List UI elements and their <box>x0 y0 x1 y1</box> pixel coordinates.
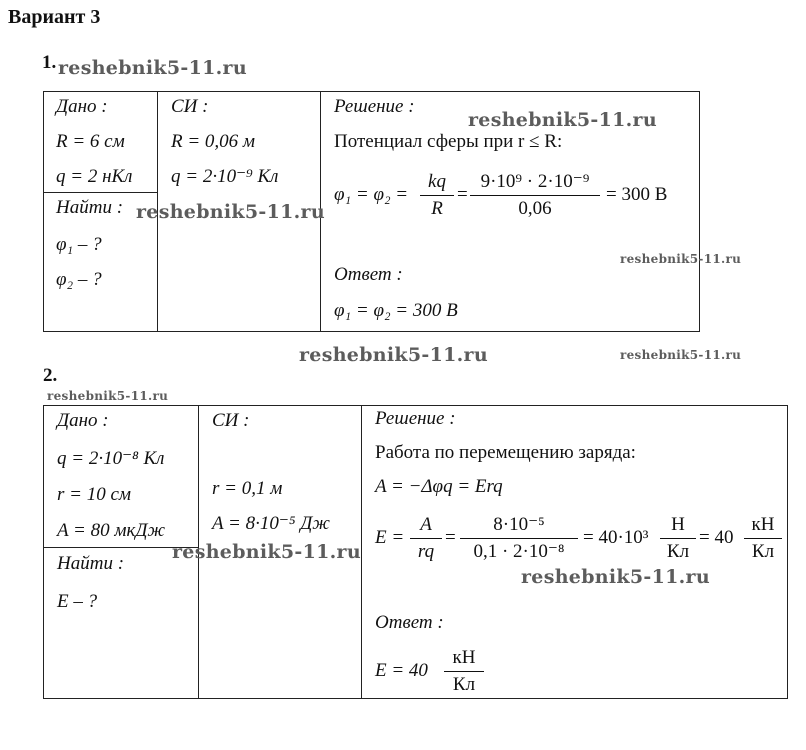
fraction <box>410 514 442 563</box>
watermark: reshebnik5-11.ru <box>468 109 657 131</box>
answer-value: φ₁ = φ₂ = 300 В <box>334 300 458 321</box>
fraction <box>420 171 454 220</box>
table-divider <box>361 405 362 699</box>
solution-intro: Потенциал сферы при r ≤ R: <box>334 131 563 152</box>
watermark: reshebnik5-11.ru <box>172 541 361 563</box>
unit-numerator: кН <box>444 647 484 672</box>
given-label: Дано : <box>57 410 109 431</box>
unit-denominator: Кл <box>452 674 476 695</box>
fraction-numerator: A <box>410 514 442 539</box>
watermark: reshebnik5-11.ru <box>58 57 247 79</box>
answer-label: Ответ : <box>375 612 444 633</box>
watermark: reshebnik5-11.ru <box>136 201 325 223</box>
watermark: reshebnik5-11.ru <box>521 566 710 588</box>
fraction-denominator: 0,1 · 2·10⁻⁸ <box>473 541 565 562</box>
fraction <box>460 514 578 563</box>
watermark: reshebnik5-11.ru <box>47 389 169 403</box>
given-label: Дано : <box>56 96 108 117</box>
fraction-numerator: 9·10⁹ · 2·10⁻⁹ <box>470 171 600 196</box>
unit-numerator: кН <box>744 514 782 539</box>
formula-lhs: φ₁ = φ₂ = <box>334 184 409 205</box>
answer-label: Ответ : <box>334 264 403 285</box>
equals-sign: = <box>445 527 456 548</box>
fraction-denominator: 0,06 <box>518 198 552 219</box>
fraction-numerator: 8·10⁻⁵ <box>460 514 578 539</box>
page-title: Вариант 3 <box>8 6 101 28</box>
problem-1-number: 1. <box>42 52 57 73</box>
fraction-denominator: rq <box>417 541 435 562</box>
fraction-numerator: kq <box>420 171 454 196</box>
solution-label: Решение : <box>334 96 415 117</box>
unit-denominator: Кл <box>666 541 690 562</box>
si-value: q = 2·10⁻⁹ Кл <box>171 166 279 187</box>
find-value: φ₁ – ? <box>56 234 102 255</box>
unit-denominator: Кл <box>751 541 775 562</box>
given-value: q = 2·10⁻⁸ Кл <box>57 448 165 469</box>
formula-lhs: E = <box>375 527 405 548</box>
problem-2-number: 2. <box>43 365 58 386</box>
given-value: r = 10 см <box>57 484 132 505</box>
find-label: Найти : <box>57 553 125 574</box>
si-value: r = 0,1 м <box>212 478 283 499</box>
watermark: reshebnik5-11.ru <box>299 344 488 366</box>
si-value: A = 8·10⁻⁵ Дж <box>212 513 330 534</box>
unit-fraction <box>744 514 782 563</box>
fraction-denominator: R <box>431 198 443 219</box>
given-value: R = 6 см <box>56 131 125 152</box>
given-value: A = 80 мкДж <box>57 520 166 541</box>
watermark: reshebnik5-11.ru <box>620 252 742 266</box>
watermark: reshebnik5-11.ru <box>620 348 742 362</box>
find-label: Найти : <box>56 197 124 218</box>
formula-mid: = 40·10³ <box>583 527 649 548</box>
work-formula: A = −Δφq = Erq <box>375 476 503 497</box>
si-value: R = 0,06 м <box>171 131 256 152</box>
find-value: E – ? <box>57 591 98 612</box>
solution-label: Решение : <box>375 408 456 429</box>
find-value: φ₂ – ? <box>56 269 102 290</box>
si-label: СИ : <box>212 410 250 431</box>
answer-lhs: E = 40 <box>375 660 428 681</box>
formula-result: = 300 В <box>606 184 668 205</box>
table-divider <box>43 192 157 193</box>
formula-mid: = 40 <box>699 527 734 548</box>
given-value: q = 2 нКл <box>56 166 133 187</box>
equals-sign: = <box>457 184 468 205</box>
unit-numerator: Н <box>660 514 696 539</box>
unit-fraction <box>444 647 484 696</box>
si-label: СИ : <box>171 96 209 117</box>
fraction <box>470 171 600 220</box>
unit-fraction <box>660 514 696 563</box>
solution-intro: Работа по перемещению заряда: <box>375 442 636 463</box>
